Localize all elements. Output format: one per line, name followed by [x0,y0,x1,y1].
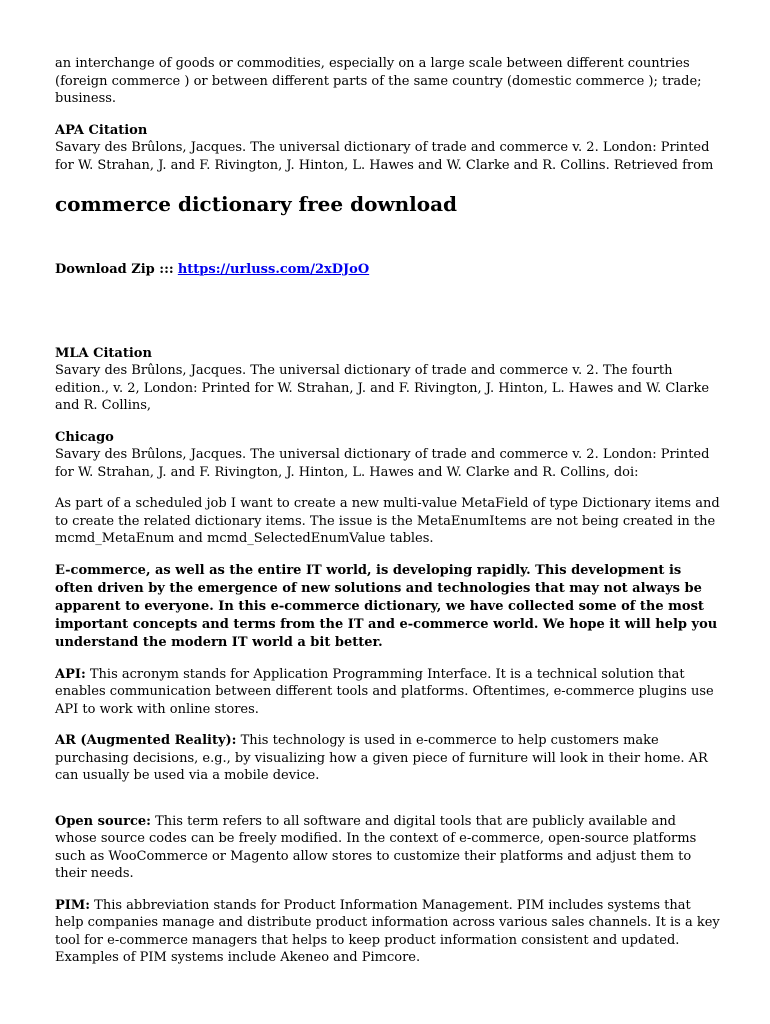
chicago-citation-label: Chicago [55,429,114,445]
page-title: commerce dictionary free download [55,192,458,216]
chicago-citation [55,429,720,482]
mla-citation-text: Savary des Brûlons, Jacques. The universal dictionary of trade and commerce v. 2. The fourth edition., v. 2, London: Printed for W. Strahan, J. and F. Rivington, J. Hinton, L. Hawes and W. Clarke and R. Collins, [55,363,710,413]
term-ar-definition: This technology is used in e-commerce to help customers make purchasing decisions, e.g., by visualizing how a given piece of furniture will look in their home. AR can usually be used via a mobile device. [55,733,708,783]
apa-citation [55,122,720,175]
download-line [55,261,720,279]
mla-citation-label: MLA Citation [55,345,152,361]
term-pim-definition: This abbreviation stands for Product Information Management. PIM includes systems that help companies manage and distribute product information across various sales channels. It is a key tool for e-commerce managers that helps to keep product information consistent and updated. Examples of PIM systems include Akeneo and Pimcore. [55,897,720,965]
download-label: Download Zip ::: [55,262,174,277]
term-ar: AR (Augmented Reality): [55,733,237,748]
definition-paragraph: an interchange of goods or commodities, especially on a large scale between different countries (foreign commerce ) or between different parts of the same country (domestic commerce ); trade; business. [55,56,702,106]
apa-citation-text: Savary des Brûlons, Jacques. The universal dictionary of trade and commerce v. 2. London: Printed for W. Strahan, J. and F. Rivington, J. Hinton, L. Hawes and W. Clarke and R. Collins. Retrieved from [55,140,714,173]
term-entry-pim [55,897,720,967]
metafield-paragraph: As part of a scheduled job I want to create a new multi-value MetaField of type Dictionary items and to create the related dictionary items. The issue is the MetaEnumItems are not being created in the mcmd_MetaEnum and mcmd_SelectedEnumValue tables. [55,496,720,546]
term-entry-ar [55,732,720,785]
chicago-citation-text: Savary des Brûlons, Jacques. The universal dictionary of trade and commerce v. 2. London: Printed for W. Strahan, J. and F. Rivington, J. Hinton, L. Hawes and W. Clarke and R. Collins, doi: [55,447,710,480]
document-page [55,55,720,981]
apa-citation-label: APA Citation [55,122,148,138]
mla-citation [55,345,720,415]
term-api-definition: This acronym stands for Application Programming Interface. It is a technical solution that enables communication between different tools and platforms. Oftentimes, e-commerce plugins use API to work with online stores. [55,666,714,717]
term-open-source-definition: This term refers to all software and digital tools that are publicly available and whose source codes can be freely modified. In the context of e-commerce, open-source platforms such as WooCommerce or Magento allow stores to customize their platforms and adjust them to their needs. [55,813,697,881]
download-link[interactable]: https://urluss.com/2xDJoO [177,262,370,277]
term-api: API: [55,666,86,682]
term-pim: PIM: [55,897,91,913]
term-open-source: Open source: [55,813,151,829]
term-entry-api [55,666,720,719]
term-entry-open-source [55,813,720,883]
lead-paragraph: E-commerce, as well as the entire IT world, is developing rapidly. This development is often driven by the emergence of new solutions and technologies that may not always be apparent to everyone. In this e-commerce dictionary, we have collected some of the most important concepts and terms from the IT and e-commerce world. We hope it will help you understand the modern IT world a bit better. [55,562,718,650]
